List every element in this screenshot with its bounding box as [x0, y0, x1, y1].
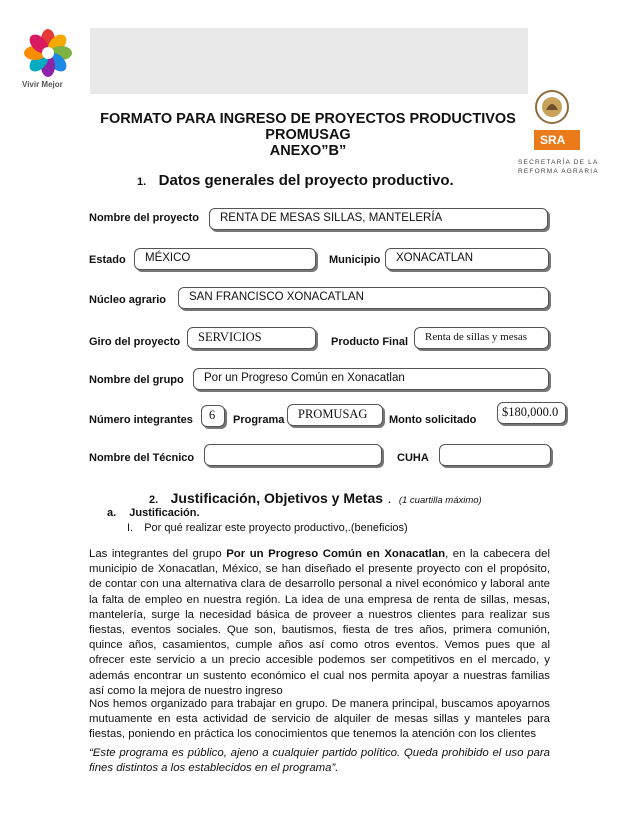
giro-field[interactable]: SERVICIOS — [187, 327, 316, 349]
item-i-text: Por qué realizar este proyecto productivo,.(beneficios) — [144, 522, 408, 534]
form-title-line3: ANEXO”B” — [269, 143, 347, 159]
p1-rest: , en la cabecera del municipio de Xonacatlan, México, se han diseñado el presente proyecto con el propósito, de contar con una alternativa clara de desarrollo personal a nivel económico y laboral ante la falta de empleo en nuestra región. La idea de una empresa de renta de sillas, mesas, mantelería, surge la necesidad básica de proveer a nuestros clientes para realizar sus fiestas, eventos sociales. Que son, bautismos, fiesta de tres años, primera comunión, quince años, casamientos, cumple años así como otros eventos. Vemos pues que al ofrecer este servicio a un precio accesible podemos ser competitivos en el mercado, y además encontrar un sustento económico el cual nos permita apoyar a nuestras familias así como la mejora de nuestro ingreso — [89, 548, 550, 697]
tecnico-label: Nombre del Técnico — [89, 452, 195, 464]
form-title-line1: FORMATO PARA INGRESO DE PROYECTOS PRODUCTIVOS — [100, 111, 516, 127]
flower-logo-icon — [22, 28, 74, 78]
nombre-proyecto-field[interactable]: RENTA DE MESAS SILLAS, MANTELERÍA — [209, 208, 548, 230]
section1-number: 1. — [137, 176, 147, 188]
producto-final-label: Producto Final — [331, 336, 408, 348]
tecnico-field[interactable] — [204, 444, 382, 466]
justification-paragraph-2: Nos hemos organizado para trabajar en grupo. De manera principal, buscamos apoyarnos mutuamente en esta actividad de servicio de alquiler de mesas sillas y manteles para fiestas, poniendo en práctica los conocimientos que tenemos la atención con los clientes — [89, 698, 550, 741]
section2-period: . — [387, 490, 392, 506]
sra-caption-line2: REFORMA AGRARIA — [518, 168, 599, 175]
giro-label: Giro del proyecto — [89, 336, 181, 348]
cuha-field[interactable] — [439, 444, 551, 466]
estado-label: Estado — [89, 254, 126, 266]
justification-paragraph-1 — [89, 547, 550, 699]
header-gray-bar — [90, 28, 528, 94]
vivir-mejor-caption: Vivir Mejor — [22, 80, 63, 89]
item-i — [127, 522, 408, 534]
numero-integrantes-label: Número integrantes — [89, 414, 193, 426]
section2-number: 2. — [149, 494, 159, 506]
nucleo-agrario-label: Núcleo agrario — [89, 294, 167, 306]
section1-heading — [137, 172, 454, 190]
estado-field[interactable]: MÉXICO — [134, 248, 316, 270]
nombre-grupo-field[interactable]: Por un Progreso Común en Xonacatlan — [193, 368, 549, 390]
item-i-numeral: I. — [127, 522, 134, 534]
subsection-a-title: Justificación. — [129, 507, 200, 519]
sra-caption — [518, 158, 633, 176]
nucleo-agrario-field[interactable]: SAN FRANCISCO XONACATLAN — [178, 287, 549, 309]
disclaimer-text: “Este programa es público, ajeno a cualquier partido político. Queda prohibido el uso para fines distintos a los establecidos en el programa”. — [89, 747, 550, 775]
municipio-label: Municipio — [329, 254, 381, 266]
programa-label: Programa — [233, 414, 285, 426]
form-title-line2: PROMUSAG — [265, 127, 351, 143]
nombre-proyecto-label: Nombre del proyecto — [89, 212, 200, 224]
p1-intro: Las integrantes del grupo — [89, 548, 227, 560]
programa-field[interactable]: PROMUSAG — [287, 404, 383, 426]
section2-heading — [149, 490, 482, 508]
section2-note: (1 cuartilla máximo) — [398, 495, 482, 506]
monto-field[interactable]: $180,000.0 — [497, 402, 566, 424]
producto-final-field[interactable]: Renta de sillas y mesas — [414, 327, 549, 349]
subsection-a — [107, 507, 200, 519]
numero-integrantes-field[interactable]: 6 — [201, 405, 225, 427]
cuha-label: CUHA — [397, 452, 429, 464]
section2-title: Justificación, Objetivos y Metas — [170, 490, 384, 506]
subsection-a-letter: a. — [107, 507, 117, 519]
sra-abbr: SRA — [540, 133, 566, 147]
p1-group-name: Por un Progreso Común en Xonacatlan — [226, 548, 446, 560]
monto-label: Monto solicitado — [389, 414, 477, 426]
sra-caption-line1: SECRETARÍA DE LA — [518, 159, 599, 166]
municipio-field[interactable]: XONACATLAN — [385, 248, 549, 270]
nombre-grupo-label: Nombre del grupo — [89, 374, 184, 386]
vivir-mejor-logo — [22, 28, 74, 92]
section1-title: Datos generales del proyecto productivo. — [158, 172, 454, 189]
